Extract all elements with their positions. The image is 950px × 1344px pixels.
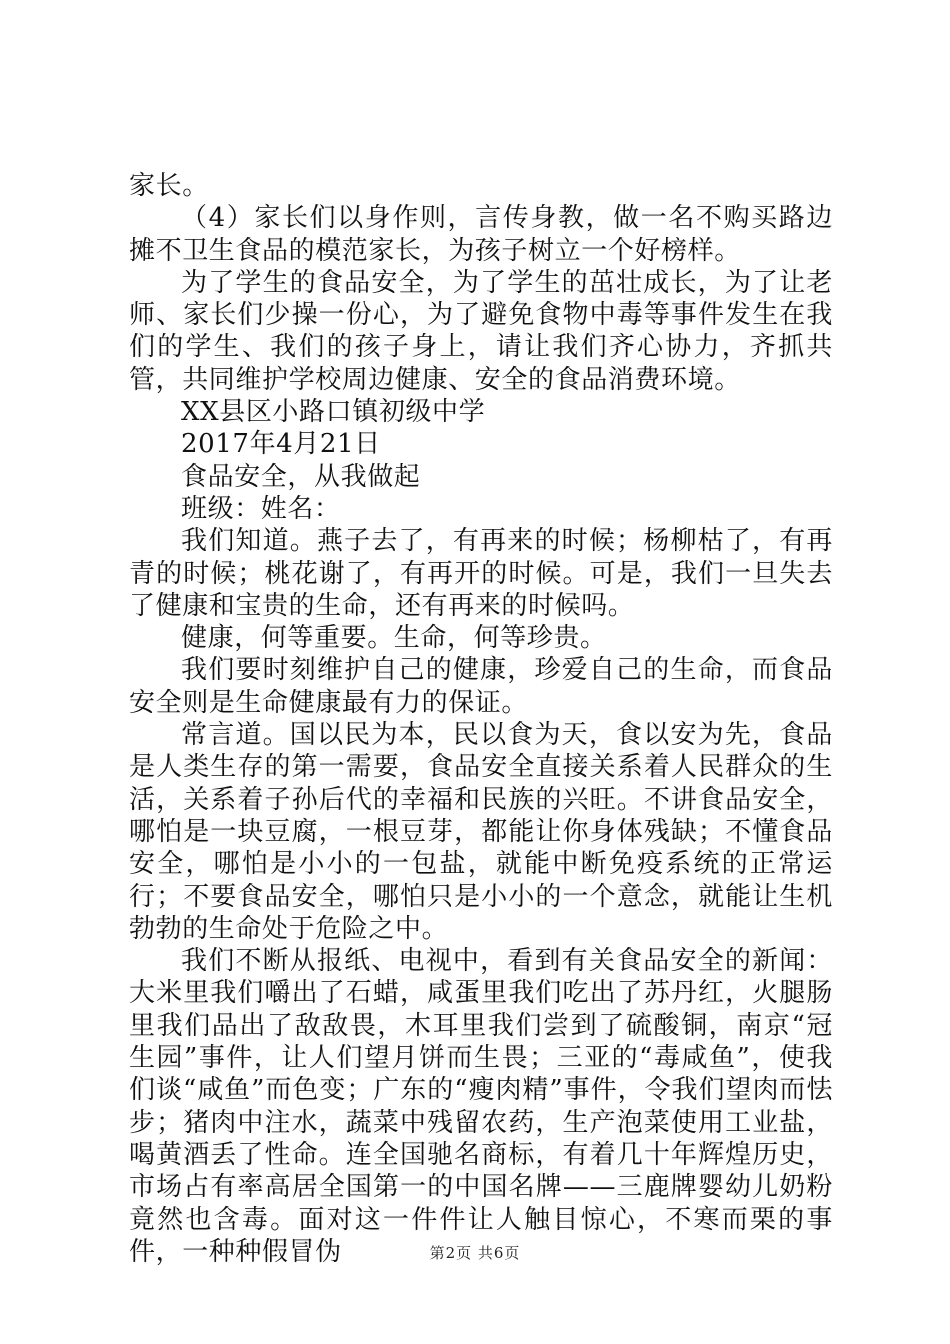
paragraph: 我们要时刻维护自己的健康，珍爱自己的生命，而食品安全则是生命健康最有力的保证。 xyxy=(129,655,833,718)
page-number-footer: 第2页 共6页 xyxy=(429,1244,521,1262)
class-name-line: 班级：姓名： xyxy=(181,493,341,524)
paragraph: 家长。 xyxy=(129,171,209,201)
paragraph: 健康，何等重要。生命，何等珍贵。 xyxy=(181,623,607,654)
article-title: 食品安全，从我做起 xyxy=(181,461,421,492)
signature-school: XX县区小路口镇初级中学 xyxy=(181,397,486,428)
paragraph: 我们知道。燕子去了，有再来的时候；杨柳枯了，有再青的时候；桃花谢了，有再开的时候。可是，我们一旦失去了健康和宝贵的生命，还有再来的时候吗。 xyxy=(129,526,833,621)
paragraph: （4）家长们以身作则，言传身教，做一名不购买路边摊不卫生食品的模范家长，为孩子树立一个好榜样。 xyxy=(129,203,833,266)
signature-date: 2017年4月21日 xyxy=(181,429,381,460)
document-body xyxy=(129,170,833,1268)
paragraph: 我们不断从报纸、电视中，看到有关食品安全的新闻：大米里我们嚼出了石蜡，咸蛋里我们吃出了苏丹红，火腿肠里我们品出了敌敌畏，木耳里我们尝到了硫酸铜，南京“冠生园”事件，让人们望月饼而生畏；三亚的“毒咸鱼”，使我们谈“咸鱼”而色变；广东的“瘦肉精”事件，令我们望肉而怯步；猪肉中注水，蔬菜中残留农药，生产泡菜使用工业盐，喝黄酒丢了性命。连全国驰名商标，有着几十年辉煌历史，市场占有率高居全国第一的中国名牌——三鹿牌婴幼儿奶粉竟然也含毒。面对这一件件让人触目惊心，不寒而栗的事件，一种种假冒伪 xyxy=(129,946,833,1267)
paragraph: 常言道。国以民为本，民以食为天，食以安为先，食品是人类生存的第一需要，食品安全直接关系着人民群众的生活，关系着子孙后代的幸福和民族的兴旺。不讲食品安全，哪怕是一块豆腐，一根豆芽，都能让你身体残缺；不懂食品安全，哪怕是小小的一包盐，就能中断免疫系统的正常运行；不要食品安全，哪怕只是小小的一个意念，就能让生机勃勃的生命处于危险之中。 xyxy=(129,720,833,944)
paragraph: 为了学生的食品安全，为了学生的茁壮成长，为了让老师、家长们少操一份心，为了避免食物中毒等事件发生在我们的学生、我们的孩子身上，请让我们齐心协力，齐抓共管，共同维护学校周边健康、安全的食品消费环境。 xyxy=(129,267,833,395)
